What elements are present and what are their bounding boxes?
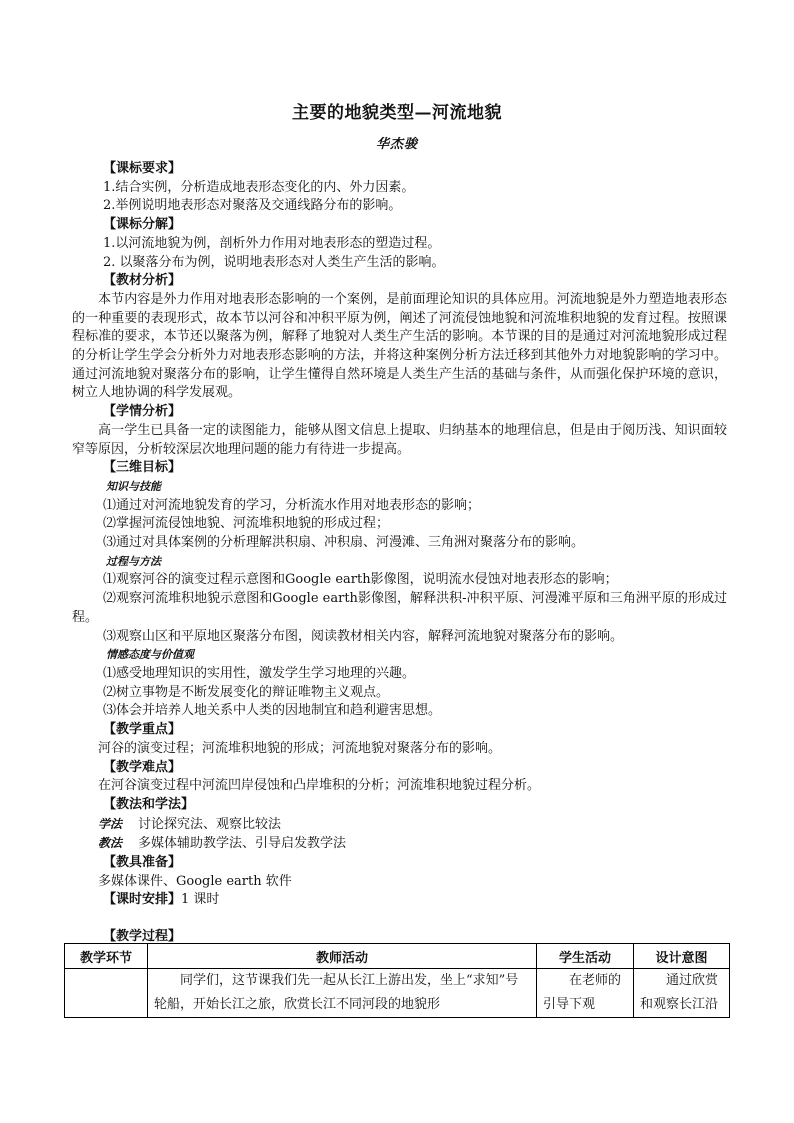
heading-students: 【学情分析】	[103, 404, 182, 420]
students-paragraph: 高一学生已具备一定的读图能力，能够从图文信息上提取、归纳基本的地理信息，但是由于阅历浅、知识面较窄等原因，分析较深层次地理问题的能力有待进一步提高。	[72, 422, 727, 457]
goal-item: ⑵掌握河流侵蚀地貌、河流堆积地貌的形成过程；	[103, 516, 390, 532]
goal-item: ⑴通过对河流地貌发育的学习，分析流水作用对地表形态的影响；	[103, 497, 481, 513]
heading-standard: 【课标要求】	[103, 161, 182, 176]
column-header-student: 学生活动	[537, 944, 634, 969]
schedule-line	[72, 891, 727, 910]
heading-textbook: 【教材分析】	[103, 273, 182, 289]
study-method	[72, 815, 727, 835]
cell-intent: 通过欣赏和观察长江沿	[634, 969, 730, 1018]
cell-student: 在老师的引导下观	[537, 969, 634, 1018]
goal-item: ⑴感受地理知识的实用性，激发学生学习地理的兴趣。	[103, 665, 416, 681]
teach-method-label: 教法	[98, 836, 123, 851]
heading-process: 【教学过程】	[103, 929, 182, 944]
decompose-item: 1.以河流地貌为例，剖析外力作用对地表形态的塑造过程。	[103, 235, 441, 251]
column-header-step: 教学环节	[65, 944, 148, 969]
goal-label-knowledge: 知识与技能	[106, 479, 161, 493]
column-header-intent: 设计意图	[634, 944, 730, 969]
heading-goals: 【三维目标】	[103, 460, 182, 476]
goal-item: ⑵树立事物是不断发展变化的辩证唯物主义观点。	[103, 684, 390, 700]
cell-teacher: 同学们，这节课我们先一起从长江上游出发，坐上“求知”号轮船，开始长江之旅，欣赏长江不同河段的地貌形	[148, 969, 537, 1018]
goal-item: ⑴观察河谷的演变过程示意图和Google earth影像图，说明流水侵蚀对地表形态的影响；	[103, 572, 618, 588]
column-header-teacher: 教师活动	[148, 944, 537, 969]
decompose-item: 2. 以聚落分布为例，说明地表形态对人类生产生活的影响。	[103, 254, 445, 270]
teach-method	[72, 834, 727, 854]
teach-method-text: 多媒体辅助教学法、引导启发教学法	[138, 836, 347, 852]
document-title: 主要的地貌类型—河流地貌	[292, 103, 502, 123]
key-text: 河谷的演变过程；河流堆积地貌的形成；河流地貌对聚落分布的影响。	[98, 740, 502, 756]
table-row	[65, 969, 730, 1018]
difficult-text: 在河谷演变过程中河流凹岸侵蚀和凸岸堆积的分析；河流堆积地貌过程分析。	[98, 778, 541, 794]
standard-item: 1.结合实例，分析造成地表形态变化的内、外力因素。	[103, 179, 415, 195]
textbook-paragraph: 本节内容是外力作用对地表形态影响的一个案例，是前面理论知识的具体应用。河流地貌是外力塑造地表形态的一种重要的表现形式，故本节以河谷和冲积平原为例，阐述了河流侵蚀地貌和河流堆积地貌的发育过程。按照课程标准的要求，本节还以聚落为例，解释了地貌对人类生产生活的影响。本节课的目的是通过对河流地貌形成过程的分析让学生学会分析外力对地表形态影响的方法，并将这种案例分析方法迁移到其他外力对地貌影响的学习中。通过河流地貌对聚落分布的影响，让学生懂得自然环境是人类生产生活的基础与条件，从而强化保护环境的意识，树立人地协调的科学发展观。	[72, 291, 727, 401]
standard-item: 2.举例说明地表形态对聚落及交通线路分布的影响。	[103, 198, 402, 214]
table-header-row	[65, 944, 730, 969]
schedule-text: 1 课时	[181, 892, 220, 908]
goal-item: ⑶观察山区和平原地区聚落分布图，阅读教材相关内容，解释河流地貌对聚落分布的影响。	[103, 628, 624, 644]
heading-tools: 【教具准备】	[103, 855, 182, 871]
goal-label-attitude: 情感态度与价值观	[106, 648, 194, 662]
study-method-text: 讨论探究法、观察比较法	[138, 816, 282, 832]
author-name: 华杰骏	[375, 137, 418, 152]
heading-difficult: 【教学难点】	[103, 759, 182, 775]
heading-decompose: 【课标分解】	[103, 217, 182, 233]
heading-key: 【教学重点】	[103, 722, 182, 738]
cell-step	[65, 969, 148, 1018]
goal-label-process: 过程与方法	[106, 554, 161, 568]
goal-item: ⑵观察河流堆积地貌示意图和Google earth影像图，解释洪积-冲积平原、河漫滩平原和三角洲平原的形成过程。	[72, 591, 727, 625]
goal-item: ⑶通过对具体案例的分析理解洪积扇、冲积扇、河漫滩、三角洲对聚落分布的影响。	[103, 535, 585, 551]
study-method-label: 学法	[98, 816, 123, 831]
document-body	[72, 160, 727, 910]
heading-schedule: 【课时安排】	[103, 892, 182, 908]
tools-text: 多媒体课件、Google earth 软件	[98, 873, 292, 889]
goal-item: ⑶体会并培养人地关系中人类的因地制宜和趋利避害思想。	[103, 703, 442, 719]
heading-methods: 【教法和学法】	[103, 796, 195, 812]
teaching-process-table	[64, 943, 730, 1018]
